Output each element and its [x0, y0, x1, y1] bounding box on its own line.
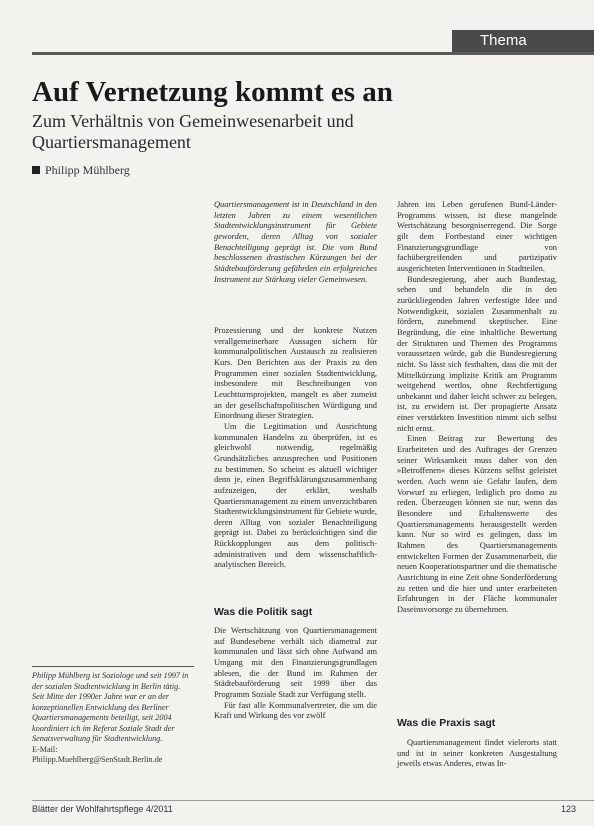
- column-2-continued: [214, 626, 377, 722]
- column-2-body: [214, 326, 377, 571]
- paragraph: Für fast alle Kommunalvertreter, die um die Kraft und Wirkung des vor zwölf: [214, 700, 377, 721]
- paragraph: Einen Beitrag zur Bewertung des Erarbeiteten und des Auftrages der Grenzen seiner Wirksamkeit muss daher von den »Betroffenen« dieses Kürzens selbst geleistet werden. Auch wenn sie Gefahr laufen, dem Vorwurf zu erliegen, lediglich pro domo zu reden. Überzeugen können sie nur, wenn das Besondere und Erhaltenswerte des Quartiersmanagements herausgestellt werden kann. Nur so wird es gelingen, dass im Rahmen des Quartiersmanagements entwickelten Formen der Zusammenarbeit, die neuen Kooperationspartner und die thematische Ausrichtung in eine Zeit ohne Sonderförderung zu retten und die hier und unter erarbeiteten Erfahrungen in der Fläche kommunaler Daseinsvorsorge zu übernehmen.: [397, 434, 558, 614]
- article-intro: [214, 200, 377, 285]
- paragraph: Bundesregierung, aber auch Bundestag, sehen und behandeln die in den zurückliegenden Jahren verfestigte Idee und Notwendigkeit, sozialen Zusammenhalt zu fördern, zunehmend skeptischer. Eine Begründung, die eine inhaltliche Bewertung der Strukturen und Themen des Programms voraussetzen würde, gab die Bundesregierung nicht. So lässt sich festhalten, dass die mit der Mittelkürzung implizite Kritik am Programm weitgehend wertlos, ohne Rechtfertigung unbekannt und daher leicht schwer zu belegen, ist, zu erwidern ist. Der propagierte Ansatz einer verstärkten Investition nimmt sich selbst nicht ernst.: [397, 274, 557, 433]
- bio-email-label: E-Mail:: [32, 744, 58, 754]
- section-tag: Thema: [452, 30, 594, 52]
- bio-divider: [32, 666, 194, 667]
- paragraph: Die Wertschätzung von Quartiersmanagement auf Bundesebene verhält sich diametral zur kommunalen und lässt sich ohne Aufwand am Umgang mit den Finanzierungsgrundlagen ablesen, die der Bund im Rahmen der Städtebauförderung seit 1999 über das Programm Soziale Stadt zur Verfügung stellt.: [214, 626, 377, 699]
- article-subtitle: Zum Verhältnis von Gemeinwesenarbeit und Quartiersmanagement: [32, 111, 354, 152]
- paragraph: Prozessierung und der konkrete Nutzen verallgemeinerbare Aussagen sichern für kommunalpolitischen Austausch zu realisieren Kurs. Den Berichten aus der Praxis zu den Programmen einer sozialen Stadtentwicklung, insbesondere mit Beschreibungen von Leuchtturmprojekten, mangelt es aber zumeist an der gesellschaftspolitischen Würdigung und Einordnung dieser Strategien.: [214, 326, 377, 421]
- header-rule: [32, 52, 594, 55]
- bio-text: Philipp Mühlberg ist Soziologe und seit 1997 in der sozialen Stadtentwicklung in Berlin tätig. Seit Mitte der 1990er Jahre war er an der konzeptionellen Entwicklung des Berliner Quartiersmanagements beteiligt, seit 2004 koordiniert ich im Referat Soziale Stadt der Senatsverwaltung für Stadtentwicklung.: [32, 671, 189, 743]
- author-name: Philipp Mühlberg: [45, 163, 130, 177]
- page-number: 123: [560, 804, 576, 814]
- heading-politik: Was die Politik sagt: [214, 606, 313, 618]
- intro-text: Quartiersmanagement ist in Deutschland in den letzten Jahren zu einem wesentlichen Stadtentwicklungsinstrument für Gebiete geworden, deren Alltag von sozialer Benachteiligung geprägt ist. Die vom Bund beschlossenen drastischen Kürzungen bei der Städtebauförderung gefährden ein erfolgreiches Instrument zur Stärkung vieler Gemeinwesen.: [214, 200, 377, 284]
- paragraph: Jahren ins Leben gerufenen Bund-Länder-Programms wissen, ist diese mangelnde Wertschätzung besorgniserregend. Die Sorge gilt dem Fortbestand einer wichtigen Finanzierungsgrundlage von fachübergreifenden und partizipativ ausgerichteten Interventionen in Stadtteilen.: [397, 200, 557, 273]
- article-title: Auf Vernetzung kommt es an: [32, 76, 393, 108]
- paragraph: Quartiersmanagement findet vielerorts statt und ist in seiner konkreten Ausgestaltung jeweils etwas Anderes, etwas In-: [397, 738, 557, 769]
- author-line: [32, 163, 130, 178]
- column-3-continued: [397, 738, 557, 770]
- bio-email-link[interactable]: Philipp.Muehlberg@SenStadt.Berlin.de: [32, 755, 163, 764]
- heading-praxis: Was die Praxis sagt: [397, 717, 496, 729]
- column-3-body: [397, 200, 557, 616]
- paragraph: Um die Legitimation und Ausrichtung kommunalen Handelns zu überprüfen, ist es gleichwohl notwendig, regelmäßig Grundsätzliches anzusprechen und Positionen zu bestimmen. So scheint es aktuell wichtiger denn je, einen Begriffsklärungszusammenhang aufzuzeigen, der erklärt, weshalb Quartiersmanagement zu einem unverzichtbaren Stadtentwicklungsinstrument für Gebiete wurde, deren Alltag von sozialer Benachteiligung geprägt ist. Dabei zu berücksichtigen sind die Rückkopplungen aus dem politisch-administrativen und dem wissenschaftlich-analytischen Bereich.: [214, 421, 377, 570]
- publication-name: Blätter der Wohlfahrtspflege 4/2011: [32, 804, 173, 814]
- author-bio: [32, 671, 194, 766]
- footer-rule: [32, 800, 594, 801]
- square-bullet-icon: [32, 166, 40, 174]
